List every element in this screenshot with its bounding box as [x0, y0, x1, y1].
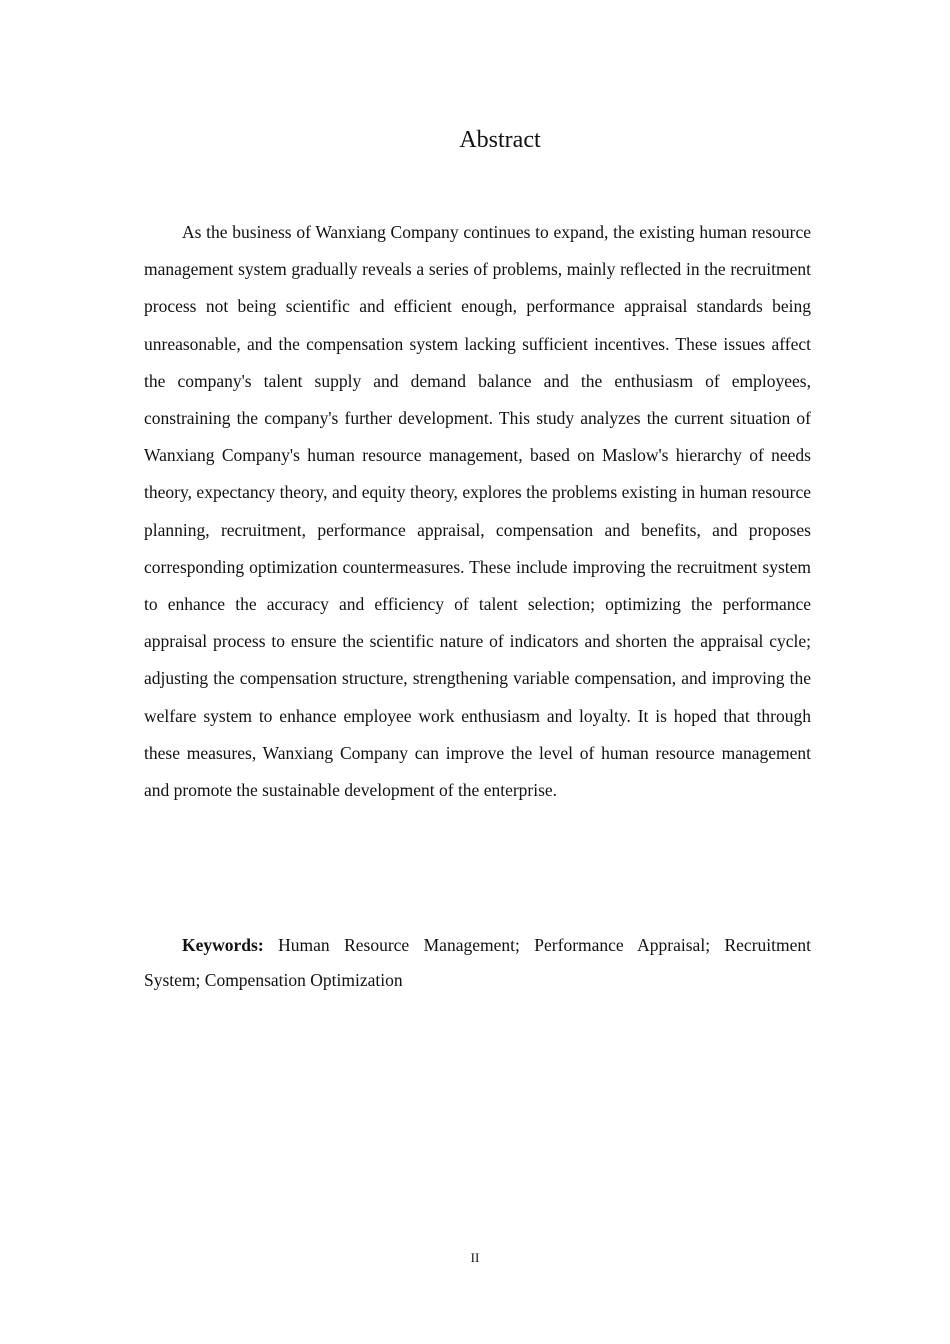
keywords-list: Human Resource Management; Performance Appraisal; Recruitment System; Compensation Optimization [144, 935, 811, 990]
keywords-paragraph [144, 928, 811, 998]
page-number: II [470, 1250, 480, 1265]
keywords-label: Keywords: [182, 935, 264, 955]
page-title: Abstract [459, 127, 541, 153]
abstract-body: As the business of Wanxiang Company continues to expand, the existing human resource management system gradually reveals a series of problems, mainly reflected in the recruitment process not being scientific and efficient enough, performance appraisal standards being unreasonable, and the compensation system lacking sufficient incentives. These issues affect the company's talent supply and demand balance and the enthusiasm of employees, constraining the company's further development. This study analyzes the current situation of Wanxiang Company's human resource management, based on Maslow's hierarchy of needs theory, expectancy theory, and equity theory, explores the problems existing in human resource planning, recruitment, performance appraisal, compensation and benefits, and proposes corresponding optimization countermeasures. These include improving the recruitment system to enhance the accuracy and efficiency of talent selection; optimizing the performance appraisal process to ensure the scientific nature of indicators and shorten the appraisal cycle; adjusting the compensation structure, strengthening variable compensation, and improving the welfare system to enhance employee work enthusiasm and loyalty. It is hoped that through these measures, Wanxiang Company can improve the level of human resource management and promote the sustainable development of the enterprise. [144, 222, 811, 801]
